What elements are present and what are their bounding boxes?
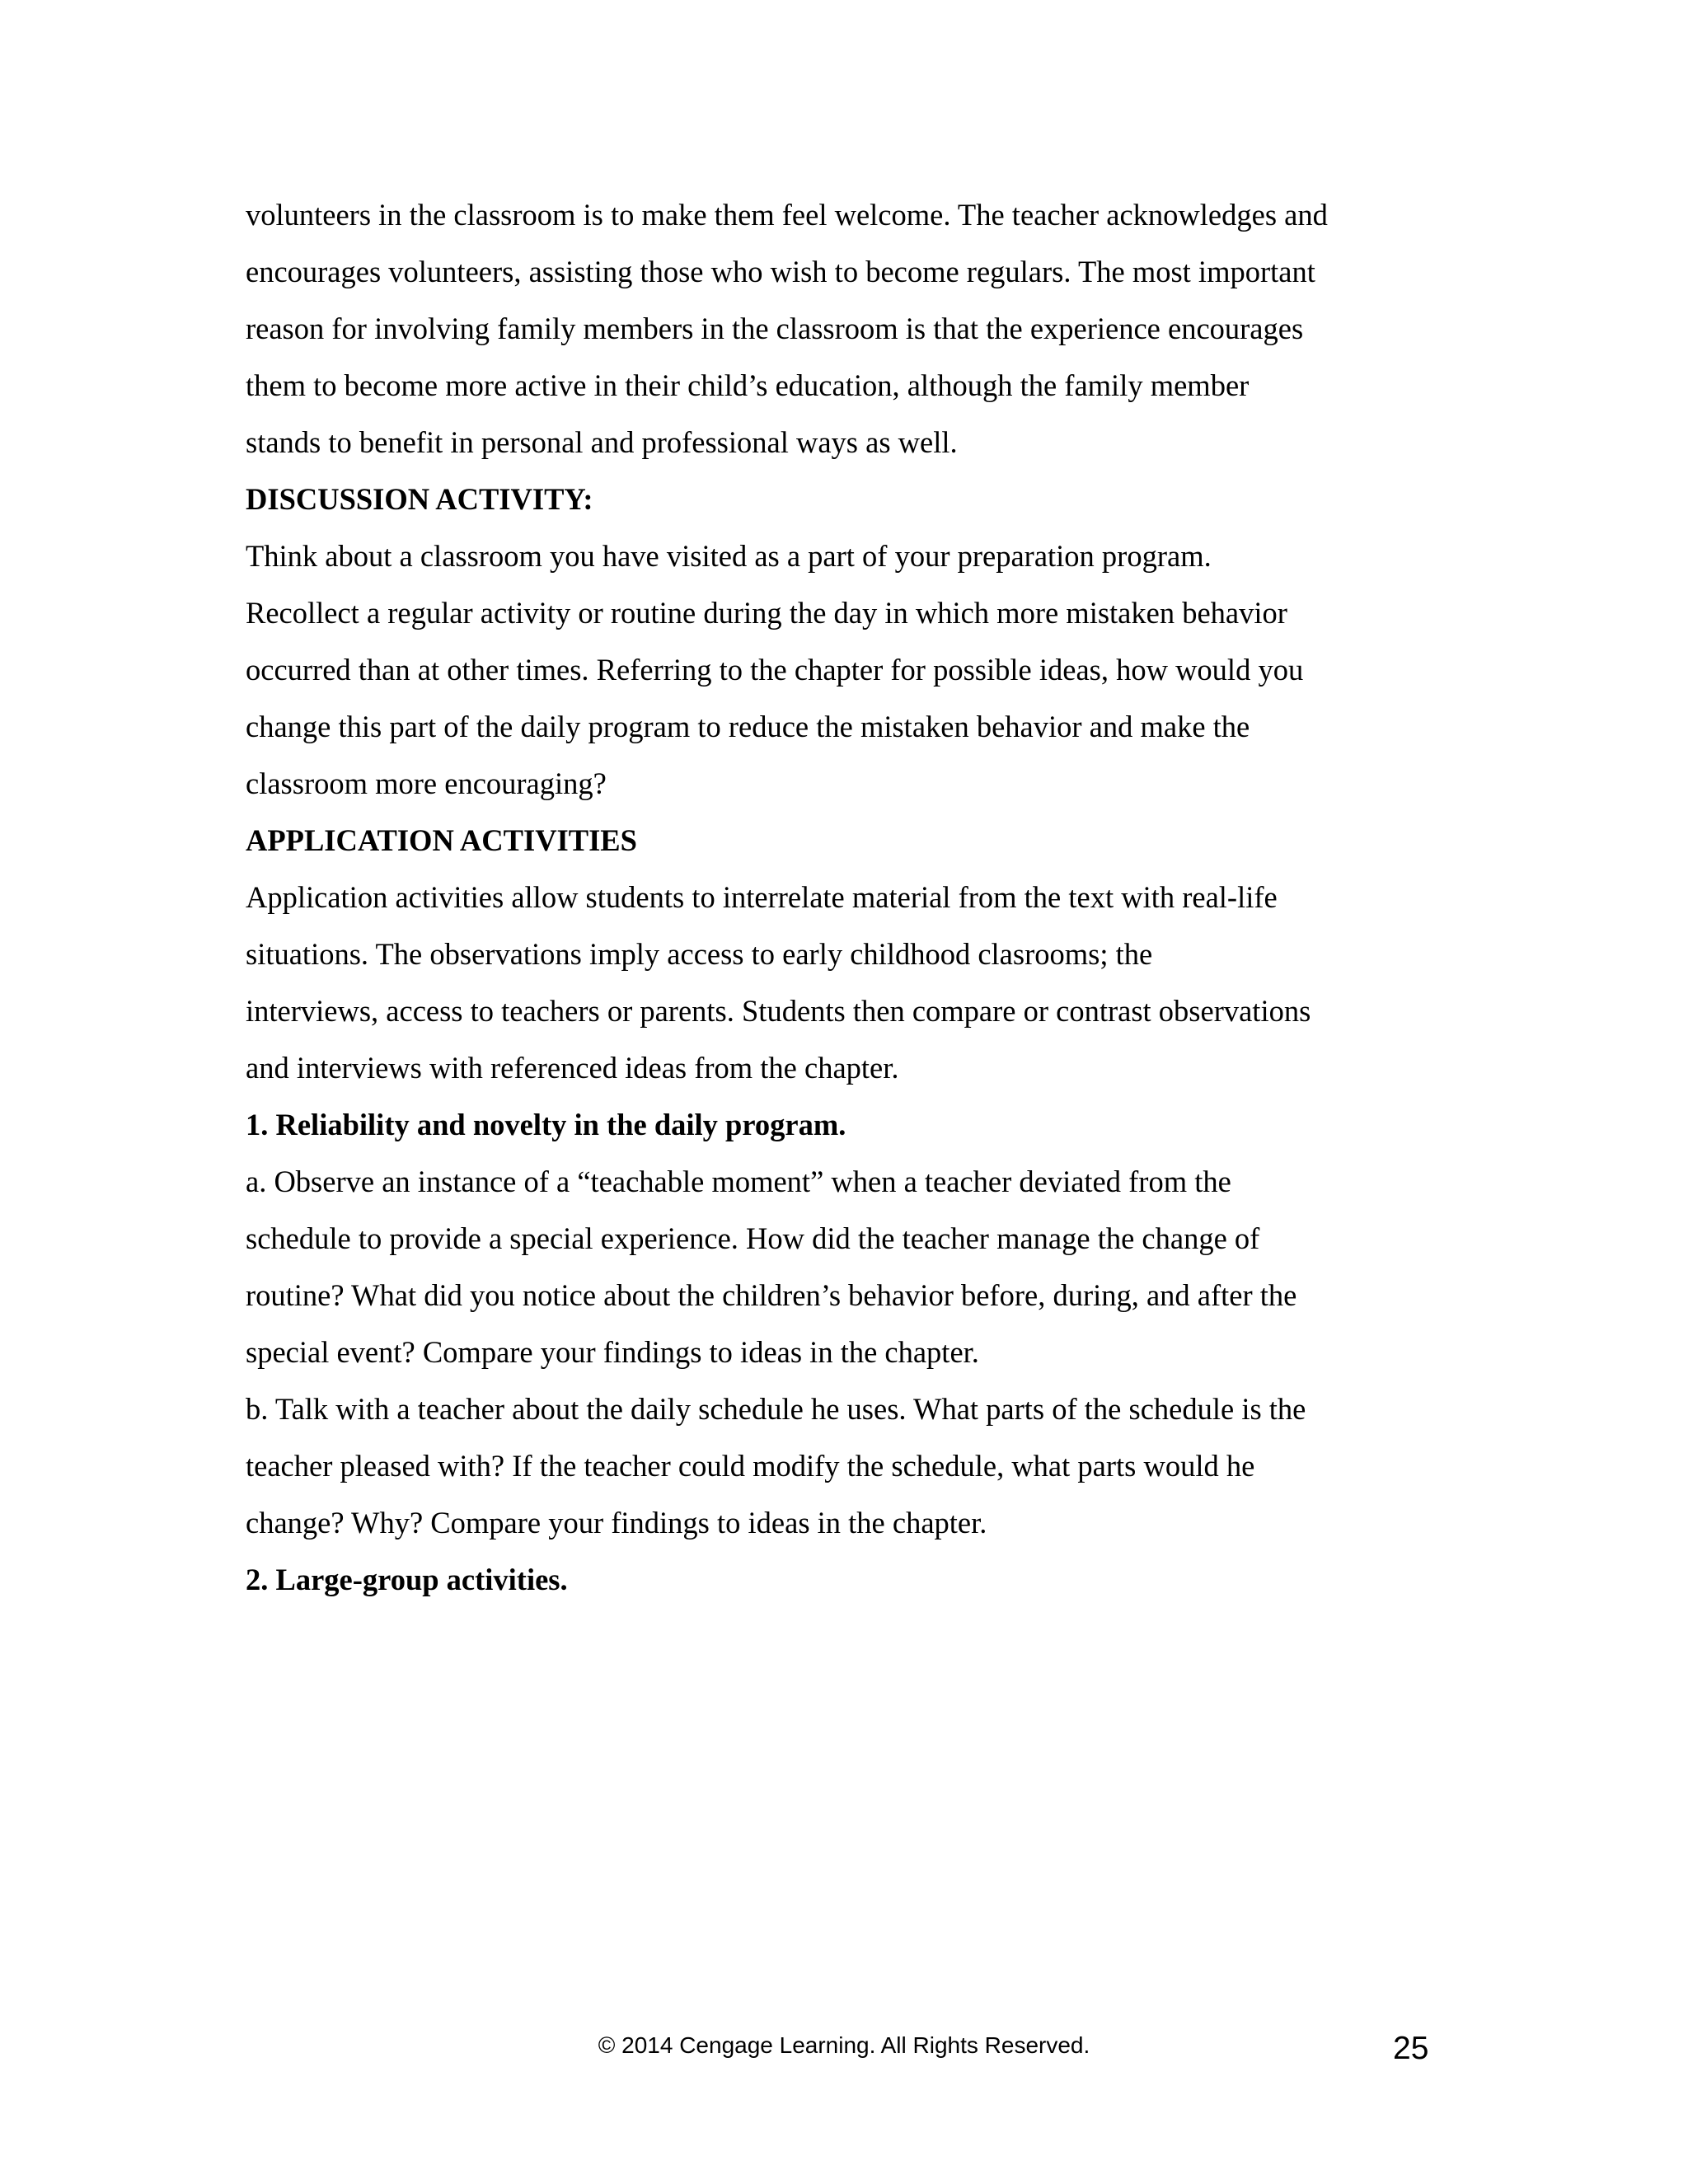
item1b-paragraph [246, 1380, 1449, 1551]
text-line: a. Observe an instance of a “teachable moment” when a teacher deviated from the [246, 1165, 1231, 1198]
text-line: them to become more active in their child’s education, although the family member [246, 368, 1250, 402]
item1-heading [246, 1096, 1449, 1153]
item2-heading [246, 1551, 1449, 1608]
text-line: Recollect a regular activity or routine during the day in which more mistaken behavior [246, 596, 1287, 630]
text-line: stands to benefit in personal and professional ways as well. [246, 425, 958, 459]
text-line: schedule to provide a special experience. How did the teacher manage the change of [246, 1221, 1260, 1255]
text-line: change? Why? Compare your findings to ideas in the chapter. [246, 1506, 987, 1540]
text-line: change this part of the daily program to reduce the mistaken behavior and make the [246, 710, 1250, 743]
text-line: situations. The observations imply access to early childhood clasrooms; the [246, 937, 1153, 971]
heading-text: 2. Large-group activities. [246, 1563, 568, 1596]
text-line: special event? Compare your findings to ideas in the chapter. [246, 1335, 979, 1369]
page-footer [0, 2029, 1688, 2066]
text-line: and interviews with referenced ideas from the chapter. [246, 1051, 899, 1085]
heading-text: DISCUSSION ACTIVITY: [246, 482, 593, 516]
heading-text: 1. Reliability and novelty in the daily program. [246, 1108, 846, 1141]
intro-paragraph [246, 186, 1449, 471]
text-line: encourages volunteers, assisting those who wish to become regulars. The most important [246, 255, 1315, 288]
text-line: Application activities allow students to interrelate material from the text with real-life [246, 880, 1278, 914]
text-line: volunteers in the classroom is to make them feel welcome. The teacher acknowledges and [246, 198, 1328, 232]
text-line: b. Talk with a teacher about the daily schedule he uses. What parts of the schedule is the [246, 1392, 1306, 1426]
text-line: reason for involving family members in the classroom is that the experience encourages [246, 312, 1304, 345]
text-line: classroom more encouraging? [246, 766, 607, 800]
item1a-paragraph [246, 1153, 1449, 1380]
copyright-notice: © 2014 Cengage Learning. All Rights Reserved. [598, 2032, 1090, 2058]
text-line: interviews, access to teachers or parents. Students then compare or contrast observations [246, 994, 1311, 1028]
application-heading [246, 812, 1449, 869]
application-paragraph [246, 869, 1449, 1096]
text-line: Think about a classroom you have visited as a part of your preparation program. [246, 539, 1212, 573]
text-line: routine? What did you notice about the children’s behavior before, during, and after the [246, 1278, 1297, 1312]
page-number: 25 [1393, 2031, 1429, 2066]
discussion-paragraph [246, 527, 1449, 812]
text-line: teacher pleased with? If the teacher could modify the schedule, what parts would he [246, 1449, 1255, 1483]
page-content [246, 186, 1449, 1608]
text-line: occurred than at other times. Referring to the chapter for possible ideas, how would you [246, 653, 1304, 687]
heading-text: APPLICATION ACTIVITIES [246, 823, 637, 857]
discussion-heading [246, 471, 1449, 527]
